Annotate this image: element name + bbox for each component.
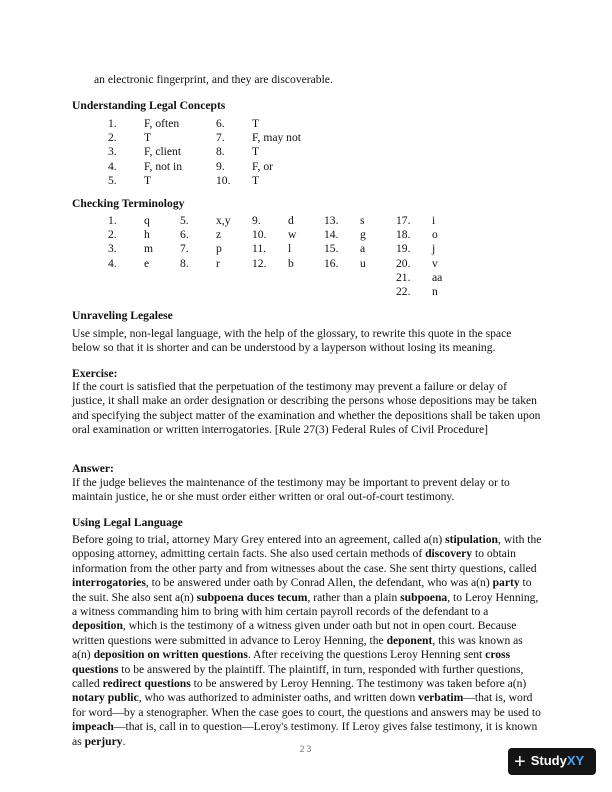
legal-term: redirect questions xyxy=(102,677,191,691)
answer-number: 4. xyxy=(108,159,117,173)
paragraph-text: Before going to trial, attorney Mary Grey entered into an agreement, called a(n) xyxy=(72,533,446,546)
paragraph-text: , to Leroy Henning, a witness commanding him to bring with him certain payroll records of the defendant to a xyxy=(72,590,539,619)
answer-value: F, often xyxy=(144,117,180,130)
paragraph-text: —that is, call in to question—Leroy's testimony. If Leroy gives false testimony, it is known as xyxy=(72,720,538,748)
term-letter: r xyxy=(216,256,220,270)
badge-study-text: Study xyxy=(530,753,567,769)
term-letter: a xyxy=(360,242,366,256)
term-number: 8. xyxy=(180,256,189,270)
legal-term: subpoena xyxy=(400,590,448,604)
answer-value: T xyxy=(252,145,260,159)
answer-value: F, or xyxy=(252,159,273,173)
legal-term: party xyxy=(492,576,520,590)
term-number: 13. xyxy=(324,214,339,227)
term-letter: g xyxy=(360,228,366,242)
term-number: 3. xyxy=(108,242,117,256)
term-letter: l xyxy=(288,242,292,256)
legal-term: stipulation xyxy=(445,533,498,546)
term-number: 21. xyxy=(396,270,411,284)
answer-number: 1. xyxy=(108,117,117,130)
answer-value: T xyxy=(252,117,260,130)
answer-value: F, not in xyxy=(144,159,183,173)
plus-icon: + xyxy=(514,750,526,773)
term-letter: z xyxy=(216,228,222,242)
term-letter: d xyxy=(288,214,294,227)
studyxy-badge[interactable] xyxy=(508,748,596,775)
badge-xy-text: XY xyxy=(566,753,585,769)
legal-language-paragraph xyxy=(72,533,542,749)
legalese-instructions: Use simple, non-legal language, with the help of the glossary, to rewrite this quote in the space below so that it is shorter and can be understood by a layperson without losing its meaning. xyxy=(72,327,512,355)
term-number: 6. xyxy=(180,228,189,242)
exercise-label: Exercise: xyxy=(72,367,118,380)
term-letter: m xyxy=(144,242,154,256)
answer-number: 6. xyxy=(216,117,225,130)
legal-term: deponent xyxy=(386,633,433,647)
term-number: 10. xyxy=(252,228,267,242)
term-letter: w xyxy=(288,228,297,242)
answer-number: 9. xyxy=(216,159,225,173)
term-number: 14. xyxy=(324,228,339,242)
exercise-text: If the court is satisfied that the perpetuation of the testimony may prevent a failure or delay of justice, it shall make an order designation or describing the persons whose depositions may be taken and specifying the subject matter of the examination and whether the depositions shall be taken upon oral examination or written interrogatories. [Rule 27(3) Federal Rules of Civil Procedure] xyxy=(72,380,541,437)
paragraph-text: . After receiving the questions Leroy Henning sent xyxy=(247,648,486,662)
legalese-heading: Unraveling Legalese xyxy=(72,309,173,322)
paragraph-text: to be answered by Leroy Henning. The testimony was taken before a(n) xyxy=(190,677,527,691)
answer-value: F, may not xyxy=(252,131,301,145)
understanding-heading: Understanding Legal Concepts xyxy=(72,99,226,112)
answer-number: 8. xyxy=(216,145,225,159)
paragraph-text: —that is, word for word—by a stenographer. When the case goes to court, the questions and answers may be used to xyxy=(72,691,541,719)
paragraph-text: , which is the testimony of a witness given under oath but not in open court. Because written questions were submitted in advance to Leroy Henning, the xyxy=(72,619,517,647)
term-number: 2. xyxy=(108,228,117,242)
term-number: 15. xyxy=(324,242,339,256)
legal-term: impeach xyxy=(72,720,114,734)
legal-term: deposition on written questions xyxy=(93,648,248,662)
answer-value: T xyxy=(252,173,260,187)
term-letter: o xyxy=(432,228,438,242)
legal-term: interrogatories xyxy=(72,576,146,590)
term-letter: p xyxy=(216,242,222,256)
answer-value: F, client xyxy=(144,145,182,159)
paragraph-text: , to be answered under oath by Conrad Allen, the defendant, who was a(n) xyxy=(145,576,493,590)
paragraph-text: . xyxy=(122,734,126,748)
answer-text: If the judge believes the maintenance of the testimony may be important to prevent delay or to maintain justice, he or she must order either written or oral out-of-court testimony. xyxy=(72,476,510,504)
paragraph-text: , this was known as a(n) xyxy=(72,633,523,662)
answer-number: 5. xyxy=(108,173,117,187)
term-number: 9. xyxy=(252,214,261,227)
term-number: 19. xyxy=(396,242,411,256)
paragraph-text: , with the opposing attorney, admitting certain facts. She also used certain methods of xyxy=(72,533,542,561)
term-number: 16. xyxy=(324,256,339,270)
term-letter: j xyxy=(432,242,436,256)
legal-term: verbatim xyxy=(418,691,464,705)
language-heading: Using Legal Language xyxy=(72,516,183,529)
term-letter: e xyxy=(144,256,150,270)
term-letter: i xyxy=(432,214,436,227)
term-letter: q xyxy=(144,214,150,227)
answer-number: 7. xyxy=(216,131,225,145)
paragraph-text: to be answered by the plaintiff. The plaintiff, in turn, responded with further questions, called xyxy=(72,662,524,691)
term-letter: b xyxy=(288,256,294,270)
answer-number: 3. xyxy=(108,145,117,159)
term-number: 7. xyxy=(180,242,189,256)
answer-label: Answer: xyxy=(72,462,114,475)
term-number: 17. xyxy=(396,214,411,227)
answer-number: 2. xyxy=(108,131,117,145)
term-letter: n xyxy=(432,285,438,298)
legal-term: cross questions xyxy=(72,648,511,676)
term-number: 11. xyxy=(252,242,267,256)
term-letter: s xyxy=(360,214,365,227)
term-letter: x,y xyxy=(216,214,231,227)
terminology-heading: Checking Terminology xyxy=(72,197,185,210)
paragraph-text: , who was authorized to administer oaths, and written down xyxy=(138,691,419,705)
legal-term: subpoena duces tecum xyxy=(196,590,308,604)
term-number: 22. xyxy=(396,285,411,298)
intro-line: an electronic fingerprint, and they are discoverable. xyxy=(94,73,333,86)
term-number: 20. xyxy=(396,256,411,270)
legal-term: notary public xyxy=(72,691,139,705)
answer-value: T xyxy=(144,173,152,187)
term-number: 4. xyxy=(108,256,117,270)
legal-term: perjury xyxy=(84,734,123,748)
term-number: 12. xyxy=(252,256,267,270)
term-letter: h xyxy=(144,228,150,242)
page-number: 23 xyxy=(299,745,313,755)
term-letter: v xyxy=(432,256,438,270)
term-number: 18. xyxy=(396,228,411,242)
paragraph-text: to obtain information from the other party and from witnesses about the case. She sent thirty questions, called xyxy=(72,547,537,575)
legal-term: deposition xyxy=(72,619,123,633)
answer-value: T xyxy=(144,131,152,145)
term-letter: aa xyxy=(432,270,443,284)
legal-term: discovery xyxy=(425,547,473,561)
term-letter: u xyxy=(360,256,366,270)
term-number: 1. xyxy=(108,214,117,227)
paragraph-text: to the suit. She also sent a(n) xyxy=(72,576,532,604)
term-number: 5. xyxy=(180,214,189,227)
paragraph-text: , rather than a plain xyxy=(307,590,401,604)
answer-number: 10. xyxy=(216,173,231,187)
